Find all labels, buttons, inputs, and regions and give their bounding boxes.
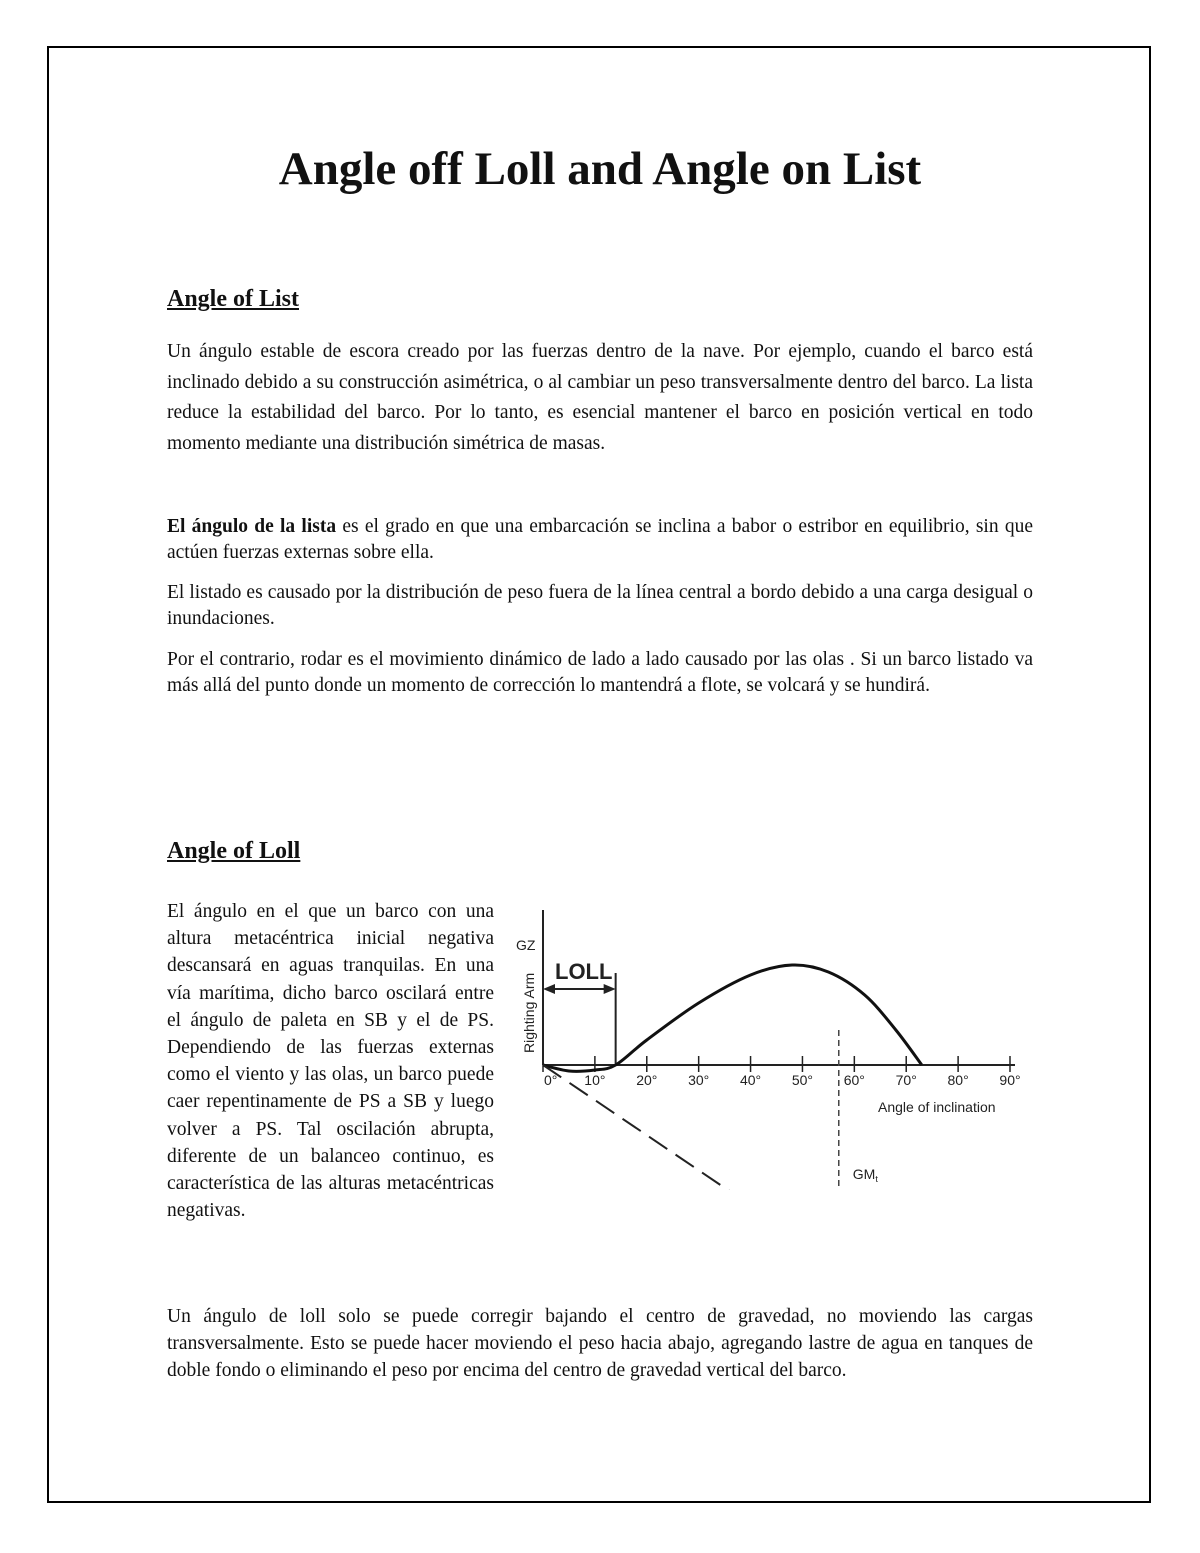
x-tick-label: 0°: [544, 1072, 558, 1088]
x-axis-label: Angle of inclination: [878, 1099, 996, 1115]
gz-label: GZ: [516, 937, 536, 953]
x-tick-label: 20°: [636, 1072, 658, 1088]
loll-side-paragraph: El ángulo en el que un barco con una altura metacéntrica inicial negativa descansará en aguas tranquilas. En una vía marítima, dicho barco oscilará entre el ángulo de paleta en SB y el de PS. Dependiendo de las fuerzas externas como el viento y las olas, un barco puede caer repentinamente de PS a SB y luego volver a PS. Tal oscilación abrupta, diferente de un balanceo continuo, es característica de las alturas metacéntricas negativas.: [167, 901, 494, 1222]
gm-label-subscript: t: [875, 1174, 878, 1184]
page-title: Angle off Loll and Angle on List: [278, 143, 922, 195]
list-paragraph-2-rest: es el grado en que una embarcación se inclina a babor o estribor en equilibrio, sin que actúen fuerzas externas sobre ella.: [167, 516, 1033, 563]
loll-final-paragraph: Un ángulo de loll solo se puede corregir bajando el centro de gravedad, no moviendo las cargas transversalmente. Esto se puede hacer moviendo el peso hacia abajo, agregando lastre de agua en tanques de doble fondo o eliminando el peso por encima del centro de gravedad vertical del barco.: [167, 1306, 1033, 1382]
loll-label: LOLL: [555, 959, 613, 984]
gm-label: [853, 1166, 879, 1184]
x-tick-label: 80°: [947, 1072, 969, 1088]
x-tick-label: 50°: [791, 1072, 814, 1088]
x-tick-label: 40°: [739, 1072, 762, 1088]
list-paragraph-2-bold: El ángulo de la lista: [167, 516, 337, 537]
x-tick-label: 70°: [895, 1072, 917, 1088]
gm-label-text: GM: [852, 1166, 876, 1182]
list-paragraph-3: El listado es causado por la distribución de peso fuera de la línea central a bordo debido a una carga desigual o inundaciones.: [167, 582, 1033, 629]
list-paragraph-2: [167, 514, 1033, 566]
y-axis-label: Righting Arm: [521, 972, 537, 1053]
list-paragraph-1: Un ángulo estable de escora creado por las fuerzas dentro de la nave. Por ejemplo, cuando el barco está inclinado debido a su construcción asimétrica, o al cambiar un peso transversalmente dentro del barco. La lista reduce la estabilidad del barco. Por lo tanto, es esencial mantener el barco en posición vertical en todo momento mediante una distribución simétrica de masas.: [167, 341, 1033, 454]
x-tick-label: 30°: [688, 1072, 710, 1088]
x-tick-label: 10°: [584, 1072, 606, 1088]
heading-angle-of-list: Angle of List: [167, 286, 299, 312]
loll-arrow-head-right: [604, 984, 616, 994]
gz-curve-chart: [510, 905, 1030, 1190]
page-border: [47, 46, 1151, 1503]
x-tick-label: 60°: [843, 1072, 865, 1088]
list-paragraph-4: Por el contrario, rodar es el movimiento dinámico de lado a lado causado por las olas . Si un barco listado va más allá del punto donde un momento de corrección lo mantendrá a flote, se volcará y se hundirá.: [167, 649, 1033, 696]
x-tick-label: 90°: [999, 1072, 1021, 1088]
loll-arrow-head-left: [543, 984, 555, 994]
heading-angle-of-loll: Angle of Loll: [167, 838, 301, 864]
